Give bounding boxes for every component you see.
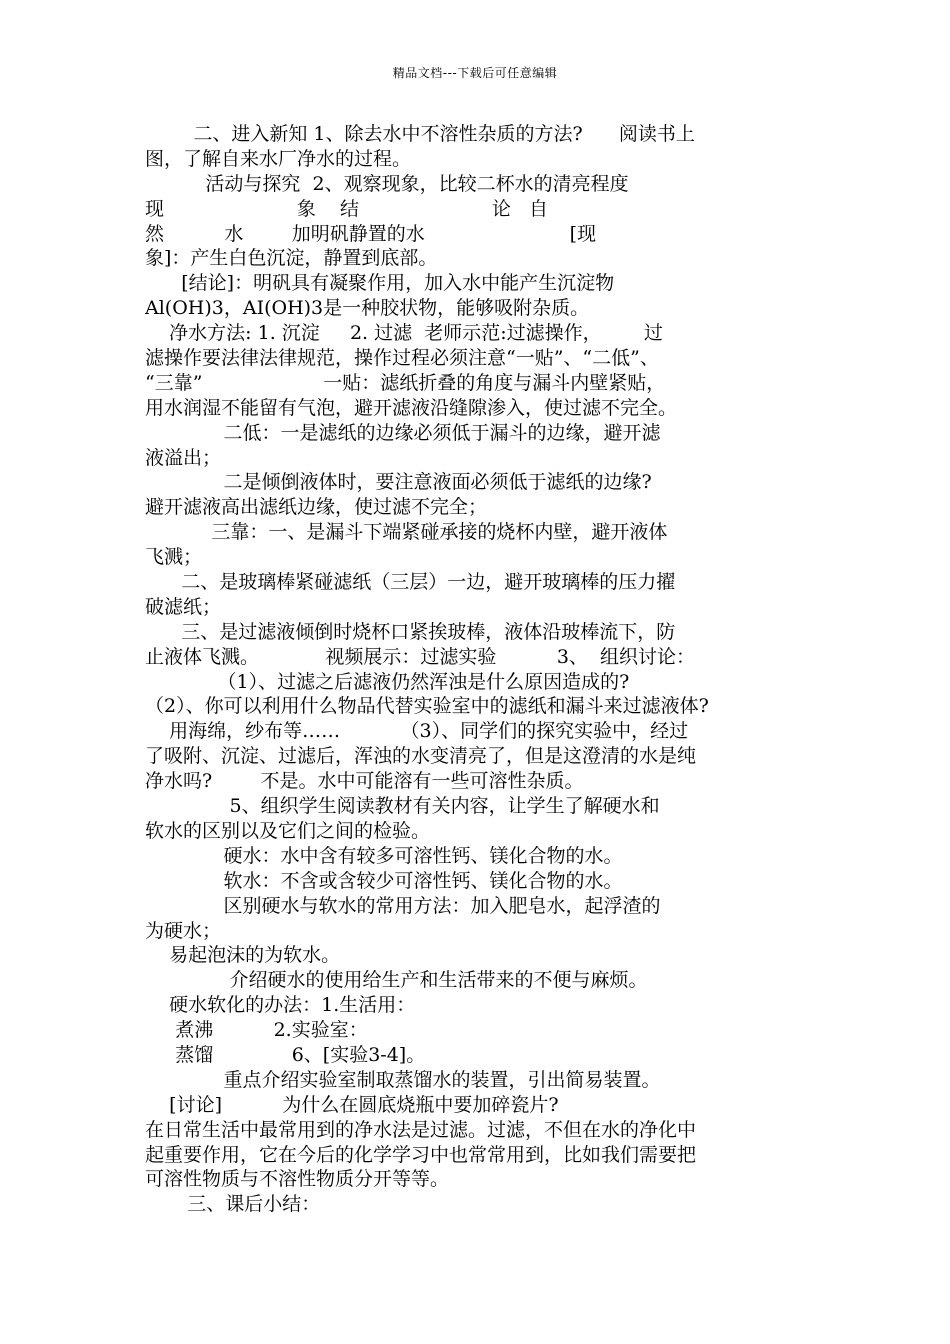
text-line: 现 象 结 论 自 (145, 197, 549, 220)
text-line: 用水润湿不能留有气泡，避开滤液沿缝隙渗入，使过滤不完全。 (145, 396, 678, 419)
text-line: 三、课后小结： (145, 1193, 321, 1216)
text-line: Al(OH)3，AI(OH)3是一种胶状物，能够吸附杂质。 (145, 297, 590, 320)
text-line: 象]：产生白色沉淀，静置到底部。 (145, 247, 438, 270)
text-line: 蒸馏 6、[实验3-4]。 (145, 1043, 426, 1066)
text-line: 净水吗? 不是。水中可能溶有一些可溶性杂质。 (145, 770, 584, 793)
text-line: 三、是过滤液倾倒时烧杯口紧挨玻棒，液体沿玻棒流下，防 (145, 620, 676, 643)
text-line: （2）、你可以利用什么物品代替实验室中的滤纸和漏斗来过滤液体? (145, 695, 709, 718)
text-line: 活动与探究 2、观察现象，比较二杯水的清亮程度 (145, 172, 629, 195)
text-line: 止液体飞溅。 视频展示：过滤实验 3、 组织讨论： (145, 645, 695, 668)
text-line: 净水方法: 1. 沉淀 2. 过滤 老师示范:过滤操作， 过 (145, 322, 663, 345)
text-line: 三靠：一、是漏斗下端紧碰承接的烧杯内壁，避开液体 (145, 521, 668, 544)
text-line: 图，了解自来水厂净水的过程。 (145, 147, 412, 170)
text-line: 液溢出； (145, 446, 222, 469)
text-line: 为硬水； (145, 919, 222, 942)
text-line: 飞溅； (145, 546, 203, 569)
text-line: 滤操作要法律法律规范，操作过程必须注意“一贴”、“二低”、 (145, 347, 659, 370)
text-line: 避开滤液高出滤纸边缘，使过滤不完全； (145, 496, 488, 519)
text-line: 起重要作用，它在今后的化学学习中也常常用到，比如我们需要把 (145, 1143, 697, 1166)
text-line: 硬水软化的办法：1.生活用： (145, 994, 416, 1017)
text-line: “三靠” 一贴：滤纸折叠的角度与漏斗内壁紧贴， (145, 371, 666, 394)
text-line: 二是倾倒液体时，要注意液面必须低于滤纸的边缘? (145, 471, 652, 494)
text-line: 二、是玻璃棒紧碰滤纸（三层）一边，避开玻璃棒的压力擢 (145, 571, 676, 594)
text-line: 软水：不含或含较少可溶性钙、镁化合物的水。 (145, 869, 623, 892)
text-line: [结论]：明矾具有凝聚作用，加入水中能产生沉淀物 (145, 272, 615, 295)
text-line: 二、进入新知 1、除去水中不溶性杂质的方法? 阅读书上 (145, 123, 695, 145)
text-line: 煮沸 2.实验室： (145, 1019, 368, 1042)
text-line: 介绍硬水的使用给生产和生活带来的不便与麻烦。 (145, 969, 648, 992)
text-line: 软水的区别以及它们之间的检验。 (145, 819, 431, 842)
text-line: [讨论] 为什么在圆底烧瓶中要加碎瓷片? (145, 1093, 559, 1116)
text-line: 二低：一是滤纸的边缘必须低于漏斗的边缘，避开滤 (145, 421, 661, 444)
text-line: 可溶性物质与不溶性物质分开等等。 (145, 1168, 450, 1191)
text-line: 破滤纸； (145, 595, 222, 618)
page-header: 精品文档---下载后可任意编辑 (392, 66, 558, 80)
text-line: 硬水：水中含有较多可溶性钙、镁化合物的水。 (145, 844, 623, 867)
text-line: 在日常生活中最常用到的净水法是过滤。过滤，不但在水的净化中 (145, 1118, 697, 1141)
text-line: 重点介绍实验室制取蒸馏水的装置，引出简易装置。 (145, 1068, 661, 1091)
text-line: 区别硬水与软水的常用方法：加入肥皂水，起浮渣的 (145, 894, 661, 917)
text-line: 然 水 加明矾静置的水 [现 (145, 222, 597, 245)
text-line: 易起泡沫的为软水。 (145, 944, 341, 967)
text-line: 了吸附、沉淀、过滤后，浑浊的水变清亮了，但是这澄清的水是纯 (145, 745, 697, 768)
text-line: （1）、过滤之后滤液仍然浑浊是什么原因造成的? (145, 670, 630, 693)
text-line: 5、组织学生阅读教材有关内容，让学生了解硬水和 (145, 795, 660, 818)
document-body (145, 122, 811, 1217)
text-line: 用海绵，纱布等…… （3）、同学们的探究实验中，经过 (145, 720, 689, 743)
